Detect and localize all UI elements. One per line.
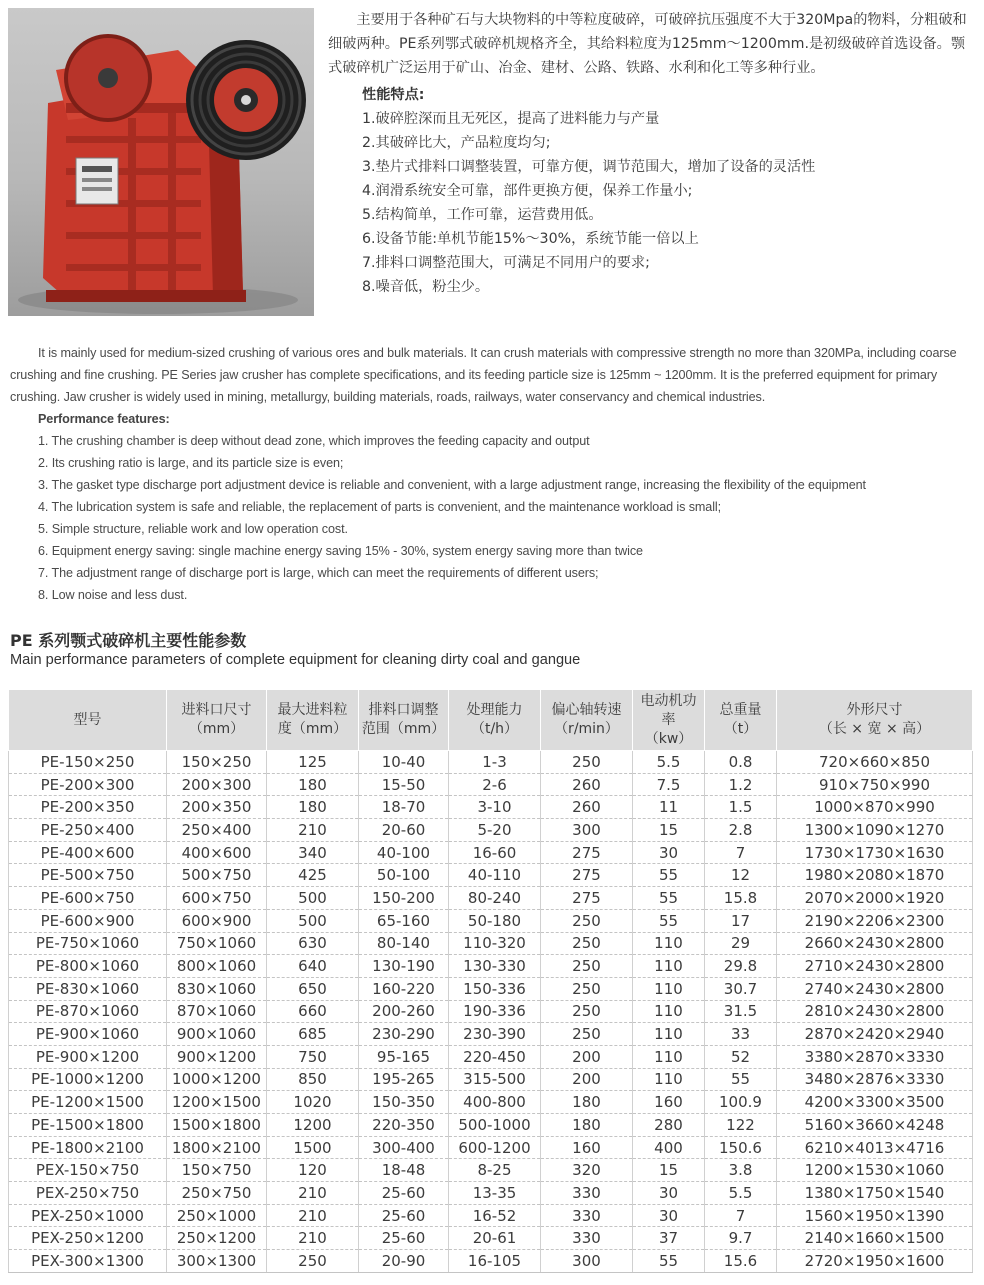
table-cell: 1300×1090×1270 xyxy=(777,819,973,842)
table-cell: 2720×1950×1600 xyxy=(777,1250,973,1273)
column-header: 型号 xyxy=(9,690,167,751)
table-cell: 2.8 xyxy=(705,819,777,842)
features-title-cn: 性能特点: xyxy=(362,87,425,103)
table-cell: 2740×2430×2800 xyxy=(777,977,973,1000)
table-cell: 220-450 xyxy=(449,1045,541,1068)
table-cell: 33 xyxy=(705,1023,777,1046)
table-cell: 6210×4013×4716 xyxy=(777,1136,973,1159)
table-cell: 130-330 xyxy=(449,955,541,978)
table-cell: 5160×3660×4248 xyxy=(777,1114,973,1137)
table-cell: PE-800×1060 xyxy=(9,955,167,978)
table-cell: 330 xyxy=(541,1182,633,1205)
intro-cn xyxy=(328,8,978,299)
table-cell: 18-48 xyxy=(359,1159,449,1182)
table-row xyxy=(9,841,973,864)
spec-table xyxy=(8,689,973,1273)
table-cell: 750 xyxy=(267,1045,359,1068)
column-header: 排料口调整 范围（mm） xyxy=(359,690,449,751)
table-cell: 31.5 xyxy=(705,1000,777,1023)
table-cell: 1500×1800 xyxy=(167,1114,267,1137)
table-cell: 25-60 xyxy=(359,1204,449,1227)
table-cell: 800×1060 xyxy=(167,955,267,978)
table-cell: 7 xyxy=(705,841,777,864)
feature-item-en: 4. The lubrication system is safe and reliable, the replacement of parts is convenient, and the maintenance workload is small; xyxy=(38,500,721,514)
table-cell: 200×300 xyxy=(167,773,267,796)
table-cell: 150×250 xyxy=(167,751,267,774)
table-cell: 300-400 xyxy=(359,1136,449,1159)
features-list-cn xyxy=(328,107,978,299)
header-row xyxy=(9,690,973,751)
table-cell: 250 xyxy=(541,909,633,932)
table-cell: PEX-250×1000 xyxy=(9,1204,167,1227)
table-cell: 300 xyxy=(541,1250,633,1273)
table-cell: 280 xyxy=(633,1114,705,1137)
column-header: 处理能力 （t/h） xyxy=(449,690,541,751)
table-cell: 1200 xyxy=(267,1114,359,1137)
table-cell: 260 xyxy=(541,796,633,819)
table-cell: 16-105 xyxy=(449,1250,541,1273)
table-cell: 160 xyxy=(541,1136,633,1159)
table-cell: 30.7 xyxy=(705,977,777,1000)
table-cell: 5.5 xyxy=(705,1182,777,1205)
table-cell: 260 xyxy=(541,773,633,796)
table-cell: 250 xyxy=(541,1000,633,1023)
table-cell: 660 xyxy=(267,1000,359,1023)
table-cell: 2070×2000×1920 xyxy=(777,887,973,910)
table-cell: 1200×1500 xyxy=(167,1091,267,1114)
table-cell: 55 xyxy=(705,1068,777,1091)
spec-table-header xyxy=(9,690,973,751)
table-cell: 250×1200 xyxy=(167,1227,267,1250)
table-cell: PE-600×900 xyxy=(9,909,167,932)
table-row xyxy=(9,1159,973,1182)
table-cell: 275 xyxy=(541,864,633,887)
feature-item-cn: 8.噪音低，粉尘少。 xyxy=(362,279,490,295)
table-cell: 500×750 xyxy=(167,864,267,887)
feature-item-cn: 6.设备节能:单机节能15%～30%，系统节能一倍以上 xyxy=(362,231,699,247)
table-cell: 400-800 xyxy=(449,1091,541,1114)
table-cell: PE-1200×1500 xyxy=(9,1091,167,1114)
table-cell: 400×600 xyxy=(167,841,267,864)
table-cell: 195-265 xyxy=(359,1068,449,1091)
table-cell: 640 xyxy=(267,955,359,978)
table-cell: 20-61 xyxy=(449,1227,541,1250)
table-cell: PE-250×400 xyxy=(9,819,167,842)
table-cell: PE-400×600 xyxy=(9,841,167,864)
feature-item-en: 3. The gasket type discharge port adjustment device is reliable and convenient, with a large adjustment range, increasing the flexibility of the equipment xyxy=(38,478,866,492)
table-row xyxy=(9,932,973,955)
feature-item-cn: 2.其破碎比大，产品粒度均匀; xyxy=(362,135,551,151)
table-cell: 5-20 xyxy=(449,819,541,842)
feature-item-cn: 3.垫片式排料口调整装置，可靠方便，调节范围大，增加了设备的灵活性 xyxy=(362,159,816,175)
feature-item-en: 1. The crushing chamber is deep without dead zone, which improves the feeding capacity and output xyxy=(38,434,590,448)
table-cell: 15 xyxy=(633,1159,705,1182)
table-cell: PE-900×1200 xyxy=(9,1045,167,1068)
features-title-en: Performance features: xyxy=(38,412,170,426)
table-cell: 2-6 xyxy=(449,773,541,796)
table-cell: 750×1060 xyxy=(167,932,267,955)
table-cell: 55 xyxy=(633,909,705,932)
table-cell: 720×660×850 xyxy=(777,751,973,774)
table-cell: 1380×1750×1540 xyxy=(777,1182,973,1205)
table-cell: 95-165 xyxy=(359,1045,449,1068)
feature-item-en: 5. Simple structure, reliable work and low operation cost. xyxy=(38,522,348,536)
table-cell: 17 xyxy=(705,909,777,932)
table-cell: 65-160 xyxy=(359,909,449,932)
table-cell: PE-1800×2100 xyxy=(9,1136,167,1159)
table-cell: 7 xyxy=(705,1204,777,1227)
table-cell: PE-1500×1800 xyxy=(9,1114,167,1137)
table-cell: 50-180 xyxy=(449,909,541,932)
table-cell: 150-200 xyxy=(359,887,449,910)
table-row xyxy=(9,887,973,910)
table-row xyxy=(9,1250,973,1273)
table-cell: 122 xyxy=(705,1114,777,1137)
table-cell: 30 xyxy=(633,1182,705,1205)
table-cell: 300×1300 xyxy=(167,1250,267,1273)
table-cell: 1-3 xyxy=(449,751,541,774)
table-cell: 250 xyxy=(541,751,633,774)
table-row xyxy=(9,1136,973,1159)
table-row xyxy=(9,1023,973,1046)
table-cell: 400 xyxy=(633,1136,705,1159)
table-cell: 160-220 xyxy=(359,977,449,1000)
table-cell: 0.8 xyxy=(705,751,777,774)
table-cell: 12 xyxy=(705,864,777,887)
column-header: 外形尺寸 （长 × 宽 × 高） xyxy=(777,690,973,751)
table-cell: 7.5 xyxy=(633,773,705,796)
table-cell: 220-350 xyxy=(359,1114,449,1137)
table-row xyxy=(9,1000,973,1023)
table-cell: 315-500 xyxy=(449,1068,541,1091)
table-cell: PEX-250×750 xyxy=(9,1182,167,1205)
table-cell: 330 xyxy=(541,1204,633,1227)
table-row xyxy=(9,909,973,932)
table-cell: 52 xyxy=(705,1045,777,1068)
table-cell: PE-1000×1200 xyxy=(9,1068,167,1091)
table-cell: 25-60 xyxy=(359,1227,449,1250)
table-cell: PE-200×350 xyxy=(9,796,167,819)
table-cell: PEX-250×1200 xyxy=(9,1227,167,1250)
table-cell: 250×750 xyxy=(167,1182,267,1205)
table-cell: 150.6 xyxy=(705,1136,777,1159)
table-cell: PE-870×1060 xyxy=(9,1000,167,1023)
table-cell: 30 xyxy=(633,1204,705,1227)
table-row xyxy=(9,977,973,1000)
table-cell: 30 xyxy=(633,841,705,864)
product-photo xyxy=(8,8,314,316)
table-cell: 40-100 xyxy=(359,841,449,864)
table-cell: 25-60 xyxy=(359,1182,449,1205)
table-cell: 630 xyxy=(267,932,359,955)
table-row xyxy=(9,1091,973,1114)
table-cell: 15 xyxy=(633,819,705,842)
table-cell: 16-52 xyxy=(449,1204,541,1227)
feature-item-en: 2. Its crushing ratio is large, and its particle size is even; xyxy=(38,456,344,470)
feature-item-cn: 1.破碎腔深而且无死区，提高了进料能力与产量 xyxy=(362,111,660,127)
feature-item-cn: 5.结构简单，工作可靠，运营费用低。 xyxy=(362,207,603,223)
features-list-en xyxy=(10,430,978,606)
table-cell: PE-750×1060 xyxy=(9,932,167,955)
table-cell: 150×750 xyxy=(167,1159,267,1182)
section-title-cn: PE 系列颚式破碎机主要性能参数 xyxy=(10,631,247,650)
table-cell: 900×1200 xyxy=(167,1045,267,1068)
table-cell: 80-240 xyxy=(449,887,541,910)
table-row xyxy=(9,773,973,796)
table-cell: 500 xyxy=(267,909,359,932)
table-cell: 250×400 xyxy=(167,819,267,842)
table-cell: PEX-300×1300 xyxy=(9,1250,167,1273)
table-cell: 200 xyxy=(541,1068,633,1091)
table-cell: 340 xyxy=(267,841,359,864)
table-cell: 110 xyxy=(633,1068,705,1091)
table-cell: 275 xyxy=(541,841,633,864)
table-cell: 900×1060 xyxy=(167,1023,267,1046)
table-cell: 16-60 xyxy=(449,841,541,864)
table-cell: 685 xyxy=(267,1023,359,1046)
table-cell: 2810×2430×2800 xyxy=(777,1000,973,1023)
table-cell: PE-900×1060 xyxy=(9,1023,167,1046)
table-cell: 15.6 xyxy=(705,1250,777,1273)
column-header: 电动机功 率 （kw） xyxy=(633,690,705,751)
table-cell: 3-10 xyxy=(449,796,541,819)
table-cell: 15.8 xyxy=(705,887,777,910)
table-cell: 500-1000 xyxy=(449,1114,541,1137)
table-cell: 910×750×990 xyxy=(777,773,973,796)
column-header: 最大进料粒 度（mm） xyxy=(267,690,359,751)
table-cell: 500 xyxy=(267,887,359,910)
table-row xyxy=(9,1068,973,1091)
table-cell: 250 xyxy=(541,932,633,955)
table-cell: 600×900 xyxy=(167,909,267,932)
table-cell: 4200×3300×3500 xyxy=(777,1091,973,1114)
table-cell: 250 xyxy=(541,1023,633,1046)
feature-item-cn: 7.排料口调整范围大，可满足不同用户的要求; xyxy=(362,255,650,271)
table-row xyxy=(9,1204,973,1227)
table-cell: 830×1060 xyxy=(167,977,267,1000)
table-cell: 160 xyxy=(633,1091,705,1114)
feature-item-cn: 4.润滑系统安全可靠，部件更换方便，保养工作量小; xyxy=(362,183,693,199)
table-cell: 180 xyxy=(541,1114,633,1137)
table-cell: 150-350 xyxy=(359,1091,449,1114)
section-title-en: Main performance parameters of complete equipment for cleaning dirty coal and gangue xyxy=(10,652,581,668)
table-cell: 120 xyxy=(267,1159,359,1182)
table-cell: 50-100 xyxy=(359,864,449,887)
table-cell: 1200×1530×1060 xyxy=(777,1159,973,1182)
feature-item-en: 6. Equipment energy saving: single machine energy saving 15% - 30%, system energy saving more than twice xyxy=(38,544,643,558)
table-row xyxy=(9,796,973,819)
table-cell: 10-40 xyxy=(359,751,449,774)
table-cell: 190-336 xyxy=(449,1000,541,1023)
jaw-crusher-illustration xyxy=(8,8,314,316)
table-cell: 210 xyxy=(267,819,359,842)
table-row xyxy=(9,751,973,774)
table-cell: 210 xyxy=(267,1227,359,1250)
table-cell: 850 xyxy=(267,1068,359,1091)
table-row xyxy=(9,1182,973,1205)
table-cell: 20-90 xyxy=(359,1250,449,1273)
table-cell: 210 xyxy=(267,1204,359,1227)
table-cell: 2190×2206×2300 xyxy=(777,909,973,932)
table-cell: 110 xyxy=(633,1023,705,1046)
table-cell: 9.7 xyxy=(705,1227,777,1250)
table-cell: 40-110 xyxy=(449,864,541,887)
table-cell: 2710×2430×2800 xyxy=(777,955,973,978)
table-row xyxy=(9,1114,973,1137)
table-cell: 110 xyxy=(633,977,705,1000)
table-cell: 18-70 xyxy=(359,796,449,819)
table-cell: PE-500×750 xyxy=(9,864,167,887)
table-cell: 1.5 xyxy=(705,796,777,819)
table-cell: 2870×2420×2940 xyxy=(777,1023,973,1046)
table-cell: 330 xyxy=(541,1227,633,1250)
table-cell: PE-200×300 xyxy=(9,773,167,796)
feature-item-en: 7. The adjustment range of discharge port is large, which can meet the requirements of different users; xyxy=(38,566,599,580)
table-cell: 150-336 xyxy=(449,977,541,1000)
table-cell: 320 xyxy=(541,1159,633,1182)
table-cell: 2660×2430×2800 xyxy=(777,932,973,955)
table-cell: 250 xyxy=(541,955,633,978)
table-cell: 275 xyxy=(541,887,633,910)
table-cell: 230-290 xyxy=(359,1023,449,1046)
table-cell: 250 xyxy=(541,977,633,1000)
table-cell: 37 xyxy=(633,1227,705,1250)
table-cell: 600×750 xyxy=(167,887,267,910)
table-row xyxy=(9,955,973,978)
column-header: 总重量 （t） xyxy=(705,690,777,751)
table-cell: 210 xyxy=(267,1182,359,1205)
table-cell: 200 xyxy=(541,1045,633,1068)
table-cell: 200-260 xyxy=(359,1000,449,1023)
intro-en-paragraph: It is mainly used for medium-sized crushing of various ores and bulk materials. It can crush materials with compressive strength no more than 320MPa, including coarse crushing and fine crushing. PE Series jaw crusher has complete specifications, and its feeding particle size is 125mm ~ 1200mm. It is the preferred equipment for primary crushing. Jaw crusher is widely used in mining, metallurgy, building materials, roads, railways, water conservancy and chemical industries. xyxy=(10,346,957,404)
table-cell: 5.5 xyxy=(633,751,705,774)
intro-en xyxy=(10,342,978,606)
table-cell: 15-50 xyxy=(359,773,449,796)
table-cell: 130-190 xyxy=(359,955,449,978)
table-cell: PE-830×1060 xyxy=(9,977,167,1000)
table-cell: 425 xyxy=(267,864,359,887)
table-cell: 55 xyxy=(633,1250,705,1273)
table-cell: 110 xyxy=(633,955,705,978)
table-row xyxy=(9,819,973,842)
table-cell: 1500 xyxy=(267,1136,359,1159)
table-cell: 80-140 xyxy=(359,932,449,955)
table-cell: 300 xyxy=(541,819,633,842)
table-cell: 110-320 xyxy=(449,932,541,955)
table-cell: 1730×1730×1630 xyxy=(777,841,973,864)
table-cell: PEX-150×750 xyxy=(9,1159,167,1182)
table-row xyxy=(9,864,973,887)
table-cell: 29.8 xyxy=(705,955,777,978)
table-cell: 1560×1950×1390 xyxy=(777,1204,973,1227)
table-cell: 1020 xyxy=(267,1091,359,1114)
table-cell: 29 xyxy=(705,932,777,955)
table-cell: 110 xyxy=(633,1045,705,1068)
table-cell: PE-600×750 xyxy=(9,887,167,910)
table-cell: 230-390 xyxy=(449,1023,541,1046)
table-cell: 20-60 xyxy=(359,819,449,842)
table-cell: 250 xyxy=(267,1250,359,1273)
column-header: 进料口尺寸 （mm） xyxy=(167,690,267,751)
table-cell: 1980×2080×1870 xyxy=(777,864,973,887)
table-cell: 1.2 xyxy=(705,773,777,796)
table-cell: 11 xyxy=(633,796,705,819)
spec-table-body xyxy=(9,751,973,1273)
table-cell: 1800×2100 xyxy=(167,1136,267,1159)
table-cell: 2140×1660×1500 xyxy=(777,1227,973,1250)
table-cell: 650 xyxy=(267,977,359,1000)
column-header: 偏心轴转速 （r/min） xyxy=(541,690,633,751)
table-cell: 1000×1200 xyxy=(167,1068,267,1091)
table-cell: 13-35 xyxy=(449,1182,541,1205)
table-cell: 3380×2870×3330 xyxy=(777,1045,973,1068)
table-cell: 55 xyxy=(633,887,705,910)
table-cell: 100.9 xyxy=(705,1091,777,1114)
table-cell: 250×1000 xyxy=(167,1204,267,1227)
table-cell: PE-150×250 xyxy=(9,751,167,774)
table-row xyxy=(9,1045,973,1068)
table-cell: 180 xyxy=(267,796,359,819)
table-cell: 3.8 xyxy=(705,1159,777,1182)
table-cell: 870×1060 xyxy=(167,1000,267,1023)
table-cell: 110 xyxy=(633,1000,705,1023)
table-cell: 1000×870×990 xyxy=(777,796,973,819)
table-cell: 125 xyxy=(267,751,359,774)
table-cell: 8-25 xyxy=(449,1159,541,1182)
feature-item-en: 8. Low noise and less dust. xyxy=(38,588,188,602)
table-cell: 180 xyxy=(541,1091,633,1114)
intro-cn-paragraph: 主要用于各种矿石与大块物料的中等粒度破碎，可破碎抗压强度不大于320Mpa的物料，分粗破和细破两种。PE系列鄂式破碎机规格齐全，其给料粒度为125mm～1200mm.是初级破碎首选设备。颚式破碎机广泛运用于矿山、冶金、建材、公路、铁路、水利和化工等多种行业。 xyxy=(328,12,967,76)
table-cell: 110 xyxy=(633,932,705,955)
table-cell: 200×350 xyxy=(167,796,267,819)
table-cell: 600-1200 xyxy=(449,1136,541,1159)
table-cell: 55 xyxy=(633,864,705,887)
table-cell: 3480×2876×3330 xyxy=(777,1068,973,1091)
table-row xyxy=(9,1227,973,1250)
table-cell: 180 xyxy=(267,773,359,796)
